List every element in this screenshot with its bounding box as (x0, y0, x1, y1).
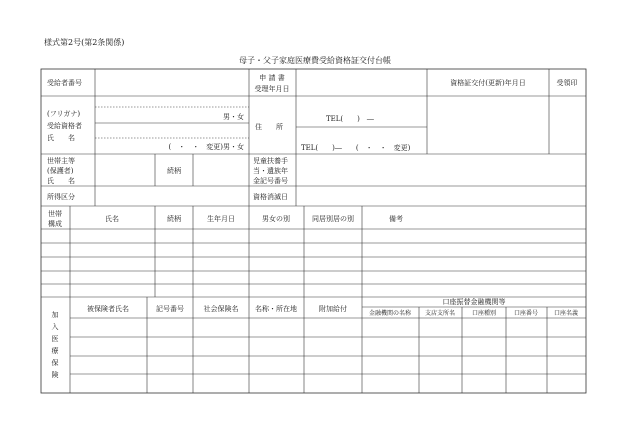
bank-col-account-holder: 口座名義 (553, 310, 579, 317)
change-gender-label: ( ・ ・ 変更)男・女 (168, 143, 244, 151)
income-class-label: 所得区分 (47, 193, 75, 201)
bank-header: 口座振替金融機関等 (442, 298, 506, 306)
qualified-person-label: 受給資格者 (47, 122, 82, 130)
bank-col-account-number: 口座番号 (513, 310, 539, 317)
furigana-label: (フリガナ) (47, 110, 81, 118)
insurance-col-additional-benefit: 附加給付 (319, 305, 347, 313)
insurance-section-label-3: 医 (51, 335, 59, 343)
tel-line-1: TEL( ) ― (326, 115, 374, 123)
issue-date-label: 資格証交付(更新)年月日 (450, 79, 526, 87)
allowance-label-line1: 児童扶養手 (253, 157, 288, 165)
household-col-name: 氏名 (105, 215, 119, 223)
insurance-section-label-1: 加 (51, 311, 59, 319)
householder-label-line3: 氏 名 (47, 177, 75, 185)
insurance-col-symbol-number: 記号番号 (156, 305, 184, 313)
householder-label-line1: 世帯主等 (47, 157, 75, 165)
bank-col-account-type: 口座種別 (471, 310, 497, 317)
application-date-label-line2: 受理年月日 (254, 85, 290, 93)
ledger-title: 母子・父子家庭医療費受給資格証交付台帳 (239, 56, 391, 65)
household-col-remarks: 備考 (389, 215, 403, 223)
insurance-section-label-5: 保 (51, 359, 59, 367)
bank-col-institution: 金融機関の名称 (368, 310, 412, 317)
relation-label: 続柄 (167, 167, 181, 175)
allowance-label-line3: 金記号番号 (253, 177, 288, 185)
address-label: 住 所 (255, 123, 283, 131)
tel-line-2: TEL( )― ( ・ ・ 変更) (301, 144, 411, 152)
gender-label: 男・女 (223, 113, 244, 121)
form-number: 様式第2号(第2条関係) (44, 38, 125, 47)
insurance-col-social-insurance: 社会保険名 (203, 305, 239, 313)
insurance-section-label-2: 入 (51, 323, 59, 331)
grid-lines (41, 69, 586, 393)
household-col-relation: 続柄 (167, 215, 181, 223)
household-section-label-line1: 世帯 (48, 210, 62, 218)
allowance-label-line2: 当・遺族年 (253, 167, 288, 175)
insurance-col-name-location: 名称・所在地 (255, 305, 297, 313)
insurance-col-insured-name: 被保険者氏名 (87, 305, 129, 313)
insurance-section-label-4: 療 (51, 347, 59, 355)
disqualified-date-label: 資格消滅日 (253, 193, 288, 201)
household-col-birthdate: 生年月日 (207, 215, 235, 223)
householder-label-line2: (保護者) (47, 167, 74, 175)
insurance-section-label-6: 険 (51, 371, 59, 379)
household-section-label-line2: 構成 (48, 220, 62, 228)
qualified-name-label: 氏 名 (47, 134, 75, 142)
household-col-cohabitation: 同居別居の別 (312, 215, 354, 223)
application-date-label-line1: 申 請 書 (259, 74, 285, 82)
bank-col-branch: 支店支所名 (424, 310, 456, 317)
recipient-number-label: 受給者番号 (47, 79, 82, 87)
household-col-gender: 男女の別 (262, 215, 290, 223)
receipt-seal-label: 受領印 (556, 79, 578, 87)
